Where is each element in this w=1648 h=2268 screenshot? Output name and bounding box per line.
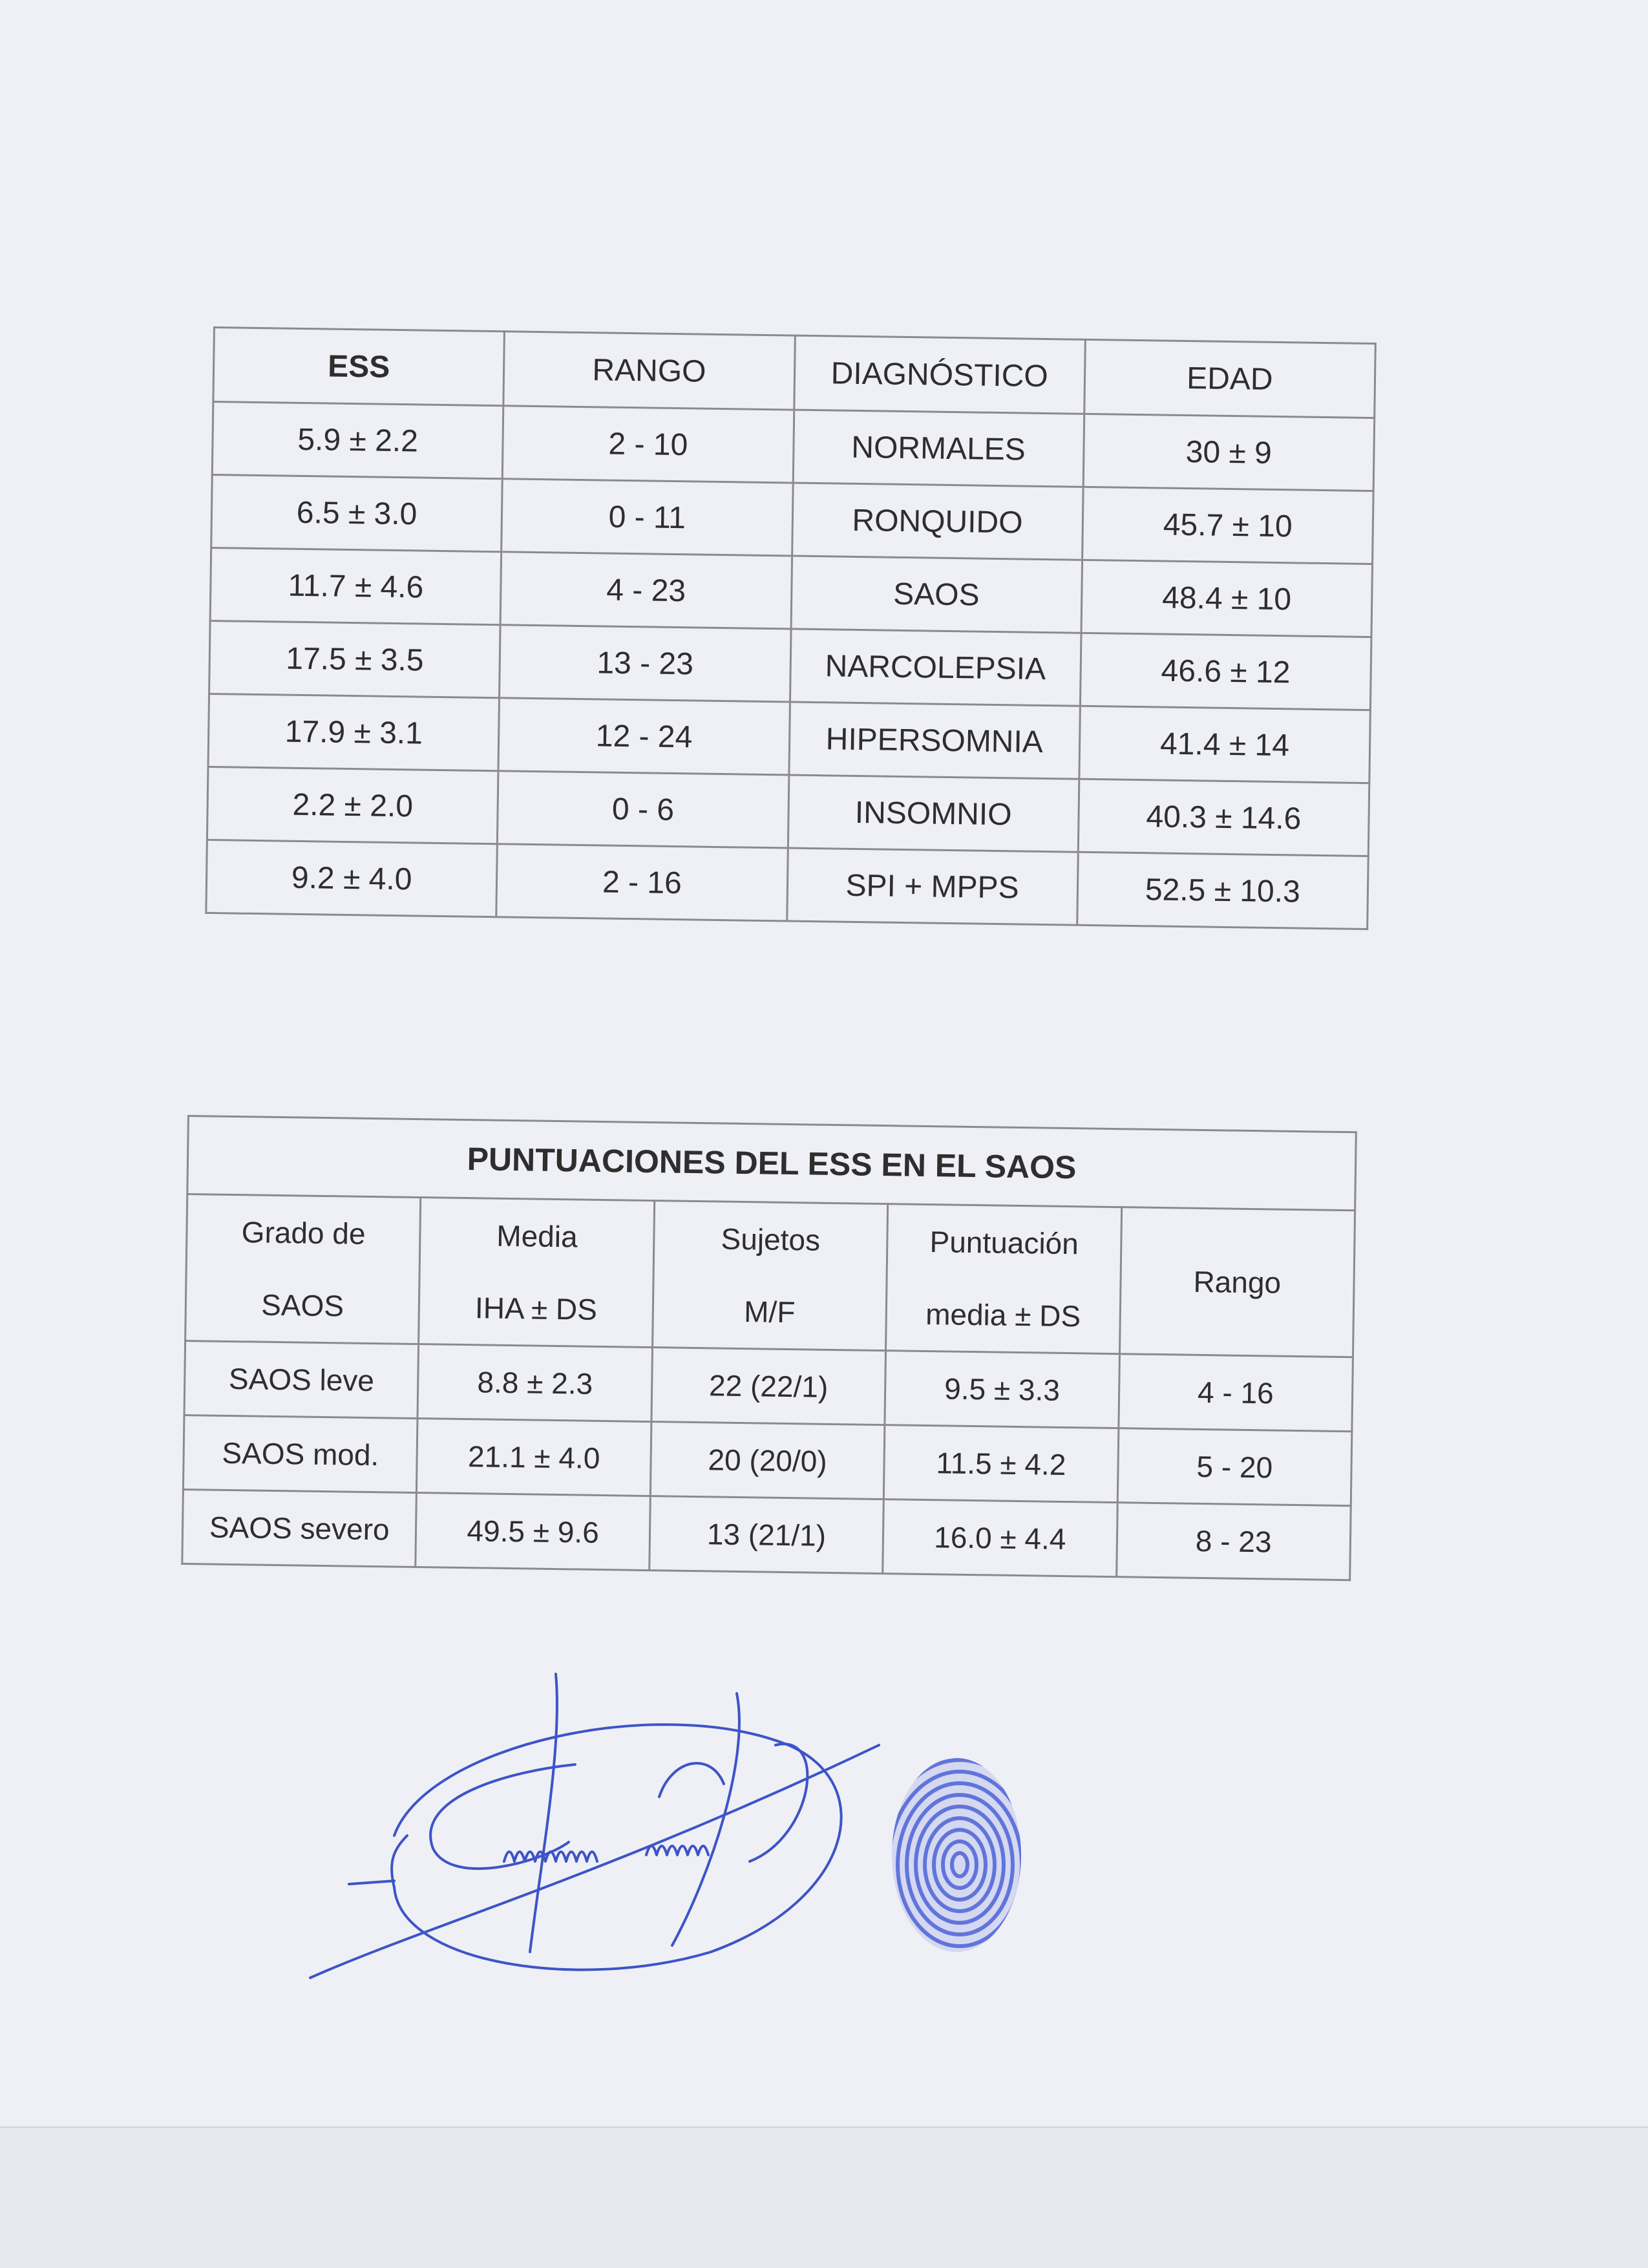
- table-cell: INSOMNIO: [788, 775, 1079, 852]
- table-cell: 2.2 ± 2.0: [207, 767, 498, 843]
- table-cell: 9.2 ± 4.0: [206, 840, 498, 917]
- column-header-line: IHA ± DS: [474, 1291, 598, 1326]
- table-cell: 13 - 23: [500, 625, 791, 702]
- table-cell: 20 (20/0): [650, 1422, 885, 1500]
- signature-icon: [297, 1668, 918, 2004]
- column-header: EDAD: [1084, 339, 1375, 418]
- table-cell: 52.5 ± 10.3: [1077, 852, 1368, 929]
- column-header: [419, 1198, 655, 1348]
- column-header-line: SAOS: [260, 1288, 344, 1323]
- saos-scores-table: [181, 1115, 1357, 1581]
- table-cell: 2 - 10: [503, 406, 794, 483]
- column-header: [185, 1194, 421, 1344]
- column-header: DIAGNÓSTICO: [794, 335, 1085, 414]
- table-cell: NORMALES: [793, 410, 1084, 487]
- table-row: [206, 840, 1368, 929]
- table-cell: RONQUIDO: [792, 483, 1083, 560]
- table-cell: 17.5 ± 3.5: [209, 620, 501, 697]
- column-header: [652, 1201, 888, 1351]
- table-cell: 8 - 23: [1116, 1503, 1351, 1580]
- column-header: [1119, 1207, 1355, 1357]
- table-cell: 48.4 ± 10: [1081, 560, 1373, 637]
- table-cell: 6.5 ± 3.0: [211, 474, 503, 551]
- ess-table: [205, 326, 1377, 930]
- column-header-line: Rango: [1193, 1264, 1282, 1300]
- table-cell: 22 (22/1): [651, 1348, 886, 1425]
- table-cell: SAOS: [791, 556, 1083, 633]
- table-cell: 21.1 ± 4.0: [417, 1419, 651, 1496]
- table-cell: 2 - 16: [496, 844, 788, 921]
- table-cell: 49.5 ± 9.6: [416, 1493, 650, 1571]
- column-header-line: media ± DS: [925, 1297, 1081, 1333]
- table-cell: 13 (21/1): [650, 1496, 884, 1574]
- column-header: RANGO: [503, 332, 795, 410]
- column-header-line: Grado de: [241, 1215, 366, 1251]
- table-title: PUNTUACIONES DEL ESS EN EL SAOS: [187, 1116, 1357, 1211]
- scan-bottom-edge: [0, 2126, 1648, 2268]
- table-cell: 17.9 ± 3.1: [208, 694, 500, 770]
- table-cell: NARCOLEPSIA: [790, 629, 1081, 706]
- table-cell: 0 - 6: [498, 771, 789, 848]
- table-cell: 11.5 ± 4.2: [883, 1425, 1118, 1503]
- column-header-line: M/F: [743, 1295, 796, 1330]
- table-cell: 16.0 ± 4.4: [883, 1500, 1117, 1577]
- column-header-line: Media: [496, 1218, 578, 1254]
- table-cell: 45.7 ± 10: [1082, 487, 1373, 564]
- table-cell: 30 ± 9: [1083, 414, 1375, 491]
- table-cell: SAOS mod.: [183, 1415, 417, 1492]
- table-cell: 0 - 11: [502, 479, 793, 556]
- table-cell: 40.3 ± 14.6: [1078, 779, 1369, 856]
- table-cell: HIPERSOMNIA: [788, 702, 1080, 779]
- column-header: ESS: [213, 328, 505, 406]
- table-cell: 5.9 ± 2.2: [212, 402, 503, 479]
- table-cell: 5 - 20: [1117, 1428, 1352, 1506]
- table-cell: 46.6 ± 12: [1080, 633, 1371, 710]
- table-cell: 11.7 ± 4.6: [210, 547, 502, 624]
- table-cell: SPI + MPPS: [787, 848, 1078, 925]
- table-cell: 8.8 ± 2.3: [417, 1344, 652, 1422]
- table-cell: SAOS severo: [182, 1489, 417, 1567]
- column-header: [886, 1204, 1122, 1354]
- table-row: [182, 1489, 1351, 1580]
- table-cell: 41.4 ± 14: [1079, 706, 1371, 783]
- table-cell: 9.5 ± 3.3: [885, 1351, 1119, 1428]
- table-cell: 12 - 24: [498, 698, 790, 775]
- column-header-line: Sujetos: [721, 1222, 821, 1257]
- table-cell: 4 - 16: [1118, 1354, 1353, 1432]
- table-header-row: [185, 1194, 1355, 1357]
- table-cell: 4 - 23: [500, 552, 792, 629]
- fingerprint-icon: [885, 1752, 1028, 1958]
- table-cell: SAOS leve: [184, 1341, 419, 1418]
- column-header-line: Puntuación: [929, 1225, 1079, 1261]
